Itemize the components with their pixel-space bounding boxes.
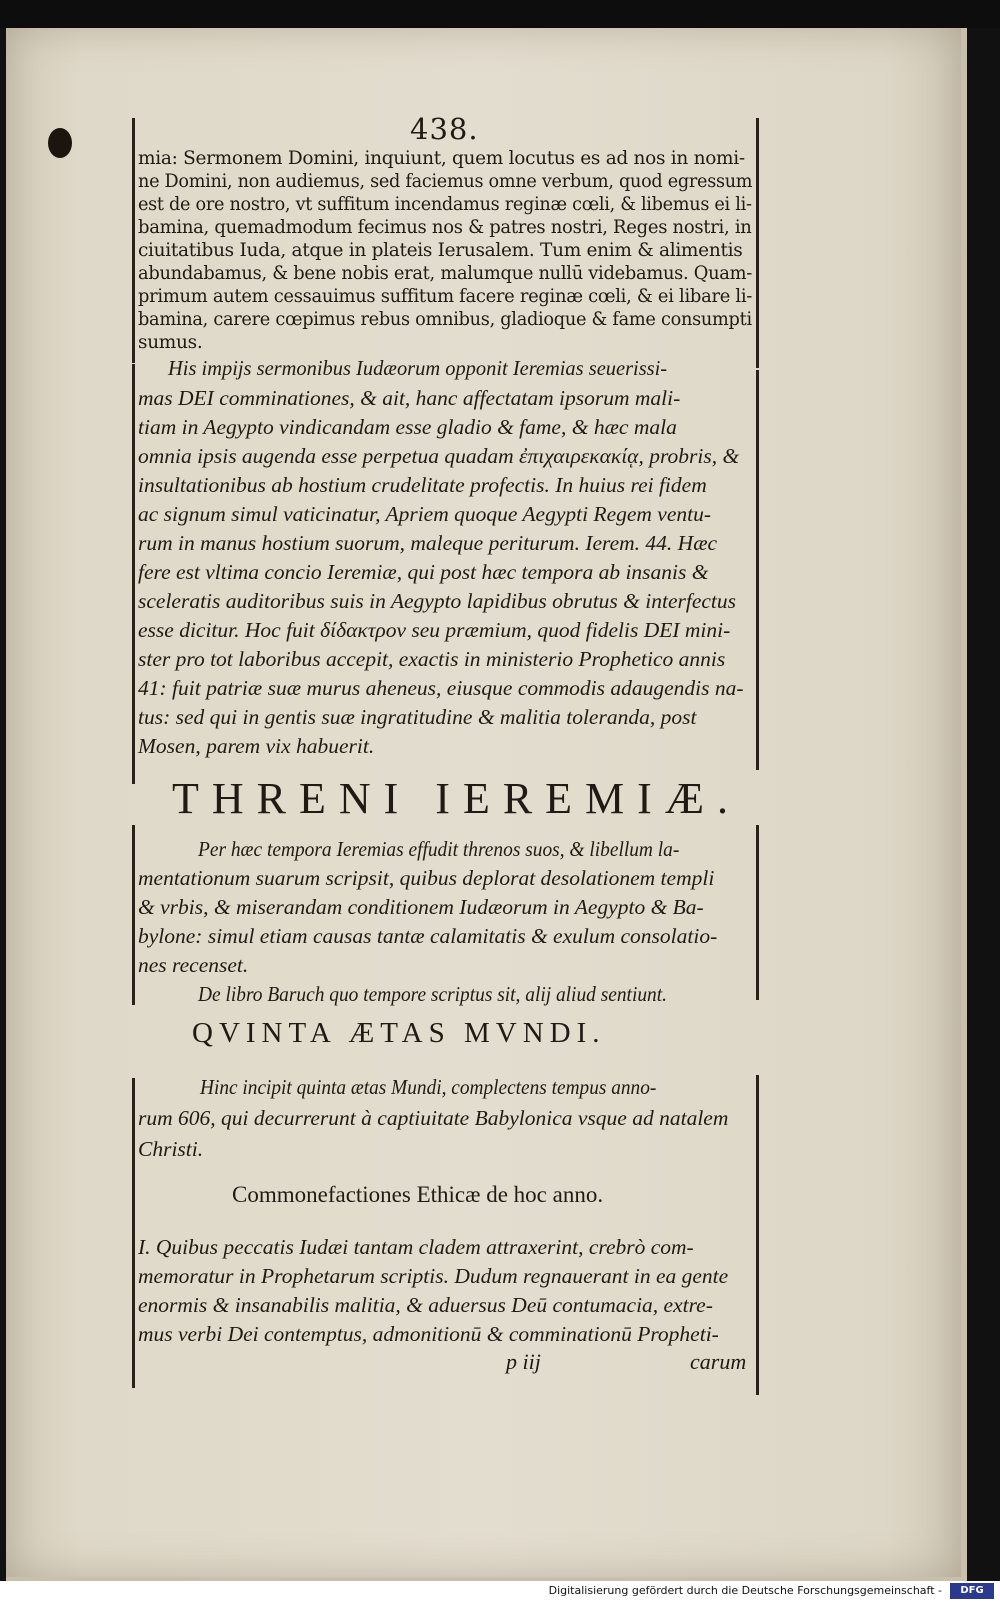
italic-line: Hinc incipit quinta ætas Mundi, complectens tempus anno- [200, 1075, 657, 1099]
text-line: est de ore nostro, vt suffitum incendamus reginæ cœli, & libemus ei li- [138, 194, 752, 215]
italic-line: rum 606, qui decurrerunt à captiuitate Babylonica vsque ad natalem [138, 1106, 729, 1130]
left-rule [132, 364, 135, 784]
italic-line: omnia ipsis augenda esse perpetua quadam ἐπιχαιρεκακίᾳ, probris, & [138, 444, 740, 468]
left-rule [132, 1078, 135, 1388]
right-rule [756, 1075, 759, 1395]
dfg-logo: DFG [950, 1583, 994, 1599]
text-line: ne Domini, non audiemus, sed faciemus omne verbum, quod egressum [138, 171, 753, 192]
italic-line: 41: fuit patriæ suæ murus aheneus, eiusque commodis adaugendis na- [138, 676, 744, 700]
italic-line: mus verbi Dei contemptus, admonitionū & comminationū Propheti- [138, 1322, 719, 1346]
italic-line: ster pro tot laboribus accepit, exactis in ministerio Prophetico annis [138, 647, 726, 671]
italic-line: Christi. [138, 1137, 204, 1161]
italic-line: nes recenset. [138, 953, 249, 977]
heading-quinta-aetas-mundi: QVINTA ÆTAS MVNDI. [192, 1017, 606, 1049]
text-line: abundabamus, & bene nobis erat, malumque nullū videbamus. Quam- [138, 263, 752, 284]
footer-credit: Digitalisierung gefördert durch die Deutsche Forschungsgemeinschaft - [548, 1584, 942, 1597]
heading-threni-ieremiae: THRENI IEREMIÆ. [172, 774, 741, 823]
italic-line: mas DEI comminationes, & ait, hanc affectatam ipsorum mali- [138, 386, 681, 410]
italic-line: tiam in Aegypto vindicandam esse gladio & fame, & hæc mala [138, 415, 677, 439]
italic-line: bylone: simul etiam causas tantæ calamitatis & exulum consolatio- [138, 924, 718, 948]
italic-line: & vrbis, & miserandam conditionem Iudæorum in Aegypto & Ba- [138, 895, 704, 919]
italic-line: Per hæc tempora Ieremias effudit threnos suos, & libellum la- [198, 837, 680, 861]
italic-line: fere est vltima concio Ieremiæ, qui post hæc tempora ab insanis & [138, 560, 709, 584]
left-rule [132, 118, 135, 363]
left-rule [132, 825, 135, 1005]
signature-mark: p iij [506, 1349, 541, 1374]
italic-line: enormis & insanabilis malitia, & aduersus Deū contumacia, extre- [138, 1293, 713, 1317]
italic-line: His impijs sermonibus Iudæorum opponit Ieremias seuerissi- [168, 356, 668, 380]
heading-commonefactiones: Commonefactiones Ethicæ de hoc anno. [232, 1182, 604, 1207]
text-line: bamina, carere cœpimus rebus omnibus, gladioque & fame consumpti [138, 309, 752, 330]
italic-line: mentationum suarum scripsit, quibus deplorat desolationem templi [138, 866, 715, 890]
scan-top-border [0, 0, 1000, 28]
right-rule [756, 825, 759, 1000]
text-line: mia: Sermonem Domini, inquiunt, quem locutus es ad nos in nomi- [138, 148, 745, 169]
right-rule [756, 118, 759, 368]
right-rule [756, 370, 759, 770]
italic-line: rum in manus hostium suorum, maleque periturum. Ierem. 44. Hæc [138, 531, 718, 555]
text-line: ciuitatibus Iuda, atque in plateis Ierusalem. Tum enim & alimentis [138, 240, 743, 261]
italic-line: memoratur in Prophetarum scriptis. Dudum regnauerant in ea gente [138, 1264, 729, 1288]
italic-line: ac signum simul vaticinatur, Apriem quoque Aegypti Regem ventu- [138, 502, 712, 526]
text-line: sumus. [138, 332, 203, 353]
italic-line: tus: sed qui in gentis suæ ingratitudine & malitia toleranda, post [138, 705, 697, 729]
footer-bar [0, 1581, 1000, 1603]
page-number: 438. [410, 112, 479, 146]
italic-line: I. Quibus peccatis Iudæi tantam cladem attraxerint, crebrò com- [138, 1235, 694, 1259]
italic-line: insultationibus ab hostium crudelitate profectis. In huius rei fidem [138, 473, 707, 497]
text-line: bamina, quemadmodum fecimus nos & patres nostri, Reges nostri, in [138, 217, 752, 238]
italic-line: De libro Baruch quo tempore scriptus sit, alij aliud sentiunt. [198, 982, 667, 1006]
text-line: primum autem cessauimus suffitum facere reginæ cœli, & ei libare li- [138, 286, 753, 307]
italic-line: esse dicitur. Hoc fuit δίδακτρον seu præmium, quod fidelis DEI mini- [138, 618, 731, 642]
catchword: carum [690, 1349, 747, 1374]
binding-hole [48, 128, 72, 158]
italic-line: Mosen, parem vix habuerit. [138, 734, 375, 758]
italic-line: sceleratis auditoribus suis in Aegypto lapidibus obrutus & interfectus [138, 589, 737, 613]
